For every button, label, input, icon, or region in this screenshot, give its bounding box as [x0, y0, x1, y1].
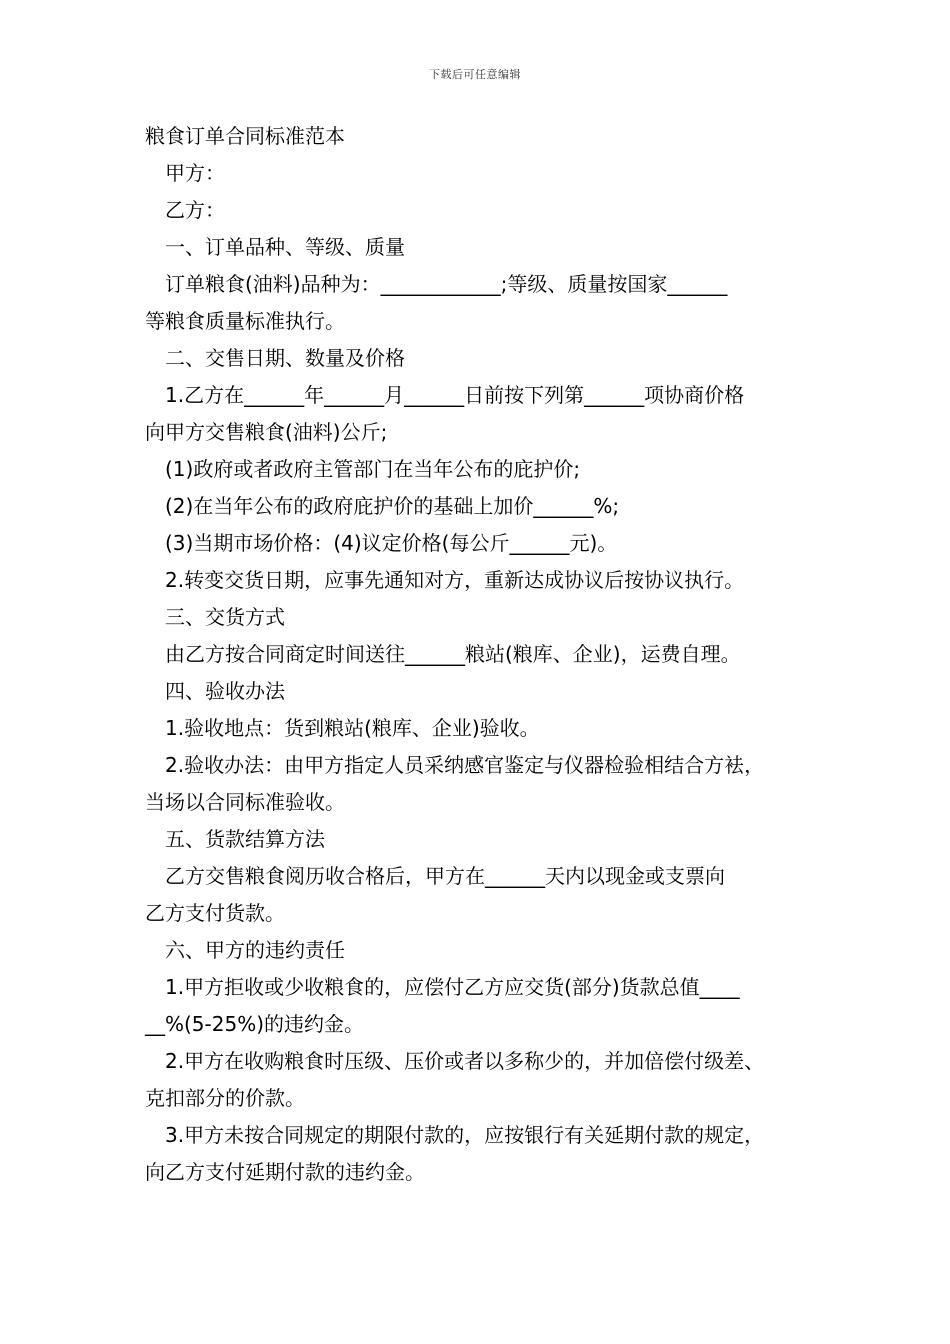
section-heading-1: 一、订单品种、等级、质量: [165, 235, 405, 259]
paragraph-line: 当场以合同标准验收。: [145, 790, 345, 814]
paragraph-line: 向甲方交售粮食(油料)公斤;: [145, 420, 388, 444]
paragraph-line: 2.验收办法：由甲方指定人员采纳感官鉴定与仪器检验相结合方袪，: [165, 753, 765, 777]
paragraph-line: 1.乙方在______年______月______日前按下列第______项协商价格: [165, 383, 745, 407]
paragraph-line: 克扣部分的价款。: [145, 1086, 305, 1110]
paragraph-line: 1.验收地点：货到粮站(粮库、企业)验收。: [165, 716, 540, 740]
section-heading-2: 二、交售日期、数量及价格: [165, 346, 405, 370]
party-b-line: 乙方：: [165, 198, 225, 222]
paragraph-line: 等粮食质量标准执行。: [145, 309, 345, 333]
section-heading-6: 六、甲方的违约责任: [165, 938, 345, 962]
paragraph-line: 2.转变交货日期，应事先通知对方，重新达成协议后按协议执行。: [165, 568, 745, 592]
paragraph-line: __%(5-25%)的违约金。: [145, 1012, 365, 1036]
party-a-line: 甲方：: [165, 161, 225, 185]
paragraph-line: 订单粮食(油料)品种为：____________;等级、质量按国家______: [165, 272, 728, 296]
paragraph-line: 乙方支付货款。: [145, 901, 285, 925]
header-note: 下载后可任意编辑: [429, 68, 521, 81]
paragraph-line: 向乙方支付延期付款的违约金。: [145, 1160, 425, 1184]
list-item: (2)在当年公布的政府庇护价的基础上加价______%;: [165, 494, 620, 518]
paragraph-line: 由乙方按合同商定时间送往______粮站(粮库、企业)，运费自理。: [165, 642, 741, 666]
section-heading-4: 四、验收办法: [165, 679, 285, 703]
paragraph-line: 3.甲方未按合同规定的期限付款的，应按银行有关延期付款的规定，: [165, 1123, 765, 1147]
paragraph-line: 1.甲方拒收或少收粮食的，应偿付乙方应交货(部分)货款总值____: [165, 975, 740, 999]
section-heading-5: 五、货款结算方法: [165, 827, 325, 851]
document-body: [145, 118, 810, 1191]
section-heading-3: 三、交货方式: [165, 605, 285, 629]
paragraph-line: 2.甲方在收购粮食时压级、压价或者以多称少的，并加倍偿付级差、: [165, 1049, 765, 1073]
document-title: 粮食订单合同标准范本: [145, 124, 345, 148]
paragraph-line: 乙方交售粮食阅历收合格后，甲方在______天内以现金或支票向: [165, 864, 725, 888]
list-item: (3)当期市场价格：(4)议定价格(每公斤______元)。: [165, 531, 618, 555]
list-item: (1)政府或者政府主管部门在当年公布的庇护价;: [165, 457, 581, 481]
